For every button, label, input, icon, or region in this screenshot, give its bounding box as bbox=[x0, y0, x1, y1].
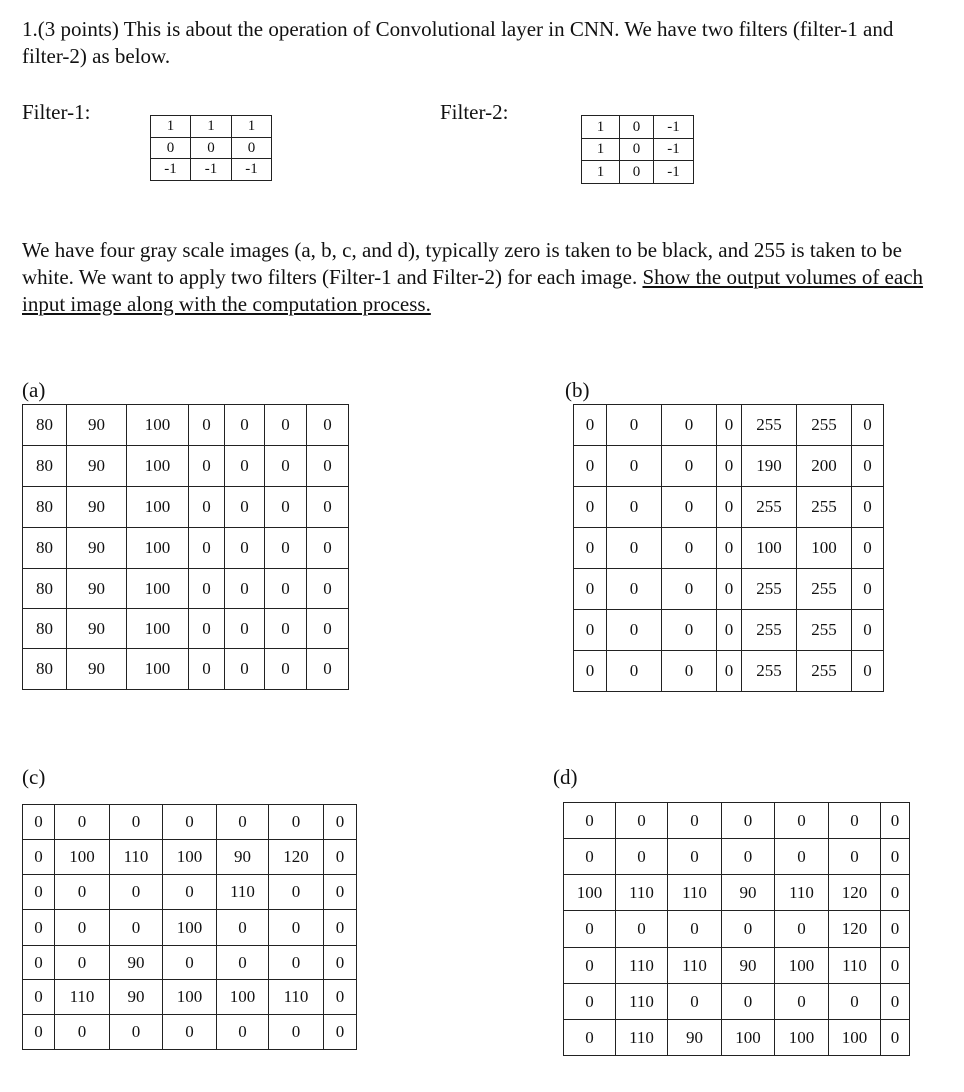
image-a-cell: 90 bbox=[67, 609, 127, 649]
image-c-cell: 0 bbox=[23, 980, 55, 1015]
image-b-cell: 0 bbox=[607, 405, 662, 446]
image-a-cell: 0 bbox=[189, 569, 225, 609]
image-b-cell: 0 bbox=[574, 651, 607, 692]
image-b-cell: 0 bbox=[852, 446, 884, 487]
image-a-cell: 80 bbox=[23, 487, 67, 528]
image-b-row bbox=[574, 651, 884, 692]
image-a-row bbox=[23, 528, 349, 569]
image-b-grid bbox=[573, 404, 884, 692]
image-c-cell: 0 bbox=[163, 946, 217, 980]
filter-1-cell: 1 bbox=[151, 116, 191, 138]
image-a-cell: 80 bbox=[23, 569, 67, 609]
image-b-cell: 0 bbox=[717, 405, 742, 446]
image-b-cell: 0 bbox=[852, 528, 884, 569]
image-a-cell: 0 bbox=[225, 446, 265, 487]
image-c-cell: 0 bbox=[324, 1015, 357, 1050]
image-d-cell: 0 bbox=[564, 984, 616, 1020]
image-c-cell: 0 bbox=[269, 805, 324, 840]
filter-1-cell: 1 bbox=[232, 116, 272, 138]
image-d-cell: 120 bbox=[829, 875, 881, 911]
image-d-cell: 0 bbox=[722, 911, 775, 948]
question-body-text: We have four gray scale images (a, b, c, and d), typically zero is taken to be black, and 255 is taken to be white. We want to apply two filters (Filter-1 and Filter-2) for each image. bbox=[22, 238, 902, 289]
image-c-cell: 0 bbox=[324, 910, 357, 946]
filter-1-row bbox=[151, 159, 272, 181]
image-b-cell: 0 bbox=[574, 610, 607, 651]
image-c-cell: 90 bbox=[110, 946, 163, 980]
image-d-cell: 110 bbox=[616, 875, 668, 911]
image-d-cell: 0 bbox=[775, 839, 829, 875]
image-d-cell: 120 bbox=[829, 911, 881, 948]
image-a-label: (a) bbox=[22, 378, 46, 402]
image-b-cell: 0 bbox=[852, 610, 884, 651]
image-c-cell: 0 bbox=[23, 805, 55, 840]
image-d-cell: 0 bbox=[775, 984, 829, 1020]
image-a-row bbox=[23, 649, 349, 690]
image-b-label: (b) bbox=[565, 378, 590, 402]
image-a-cell: 0 bbox=[307, 569, 349, 609]
image-b-row bbox=[574, 569, 884, 610]
image-b-cell: 190 bbox=[742, 446, 797, 487]
image-d-cell: 100 bbox=[722, 1020, 775, 1056]
filter-2-row bbox=[582, 116, 694, 139]
image-a-cell: 0 bbox=[225, 569, 265, 609]
filter-2-row bbox=[582, 139, 694, 161]
image-d-cell: 0 bbox=[881, 875, 910, 911]
image-a-cell: 80 bbox=[23, 405, 67, 446]
image-b-row bbox=[574, 446, 884, 487]
image-b-cell: 0 bbox=[662, 569, 717, 610]
image-d-cell: 90 bbox=[668, 1020, 722, 1056]
image-d-cell: 0 bbox=[722, 803, 775, 839]
image-a-cell: 0 bbox=[307, 446, 349, 487]
image-c-cell: 0 bbox=[324, 946, 357, 980]
image-c-cell: 0 bbox=[55, 875, 110, 910]
image-c-row bbox=[23, 805, 357, 840]
image-d-cell: 0 bbox=[668, 984, 722, 1020]
image-d-cell: 110 bbox=[616, 984, 668, 1020]
image-a-cell: 0 bbox=[265, 649, 307, 690]
image-a-cell: 100 bbox=[127, 487, 189, 528]
image-c-cell: 0 bbox=[324, 840, 357, 875]
image-a-cell: 0 bbox=[307, 649, 349, 690]
image-b-cell: 0 bbox=[574, 487, 607, 528]
image-c-cell: 100 bbox=[163, 840, 217, 875]
image-d-cell: 100 bbox=[775, 1020, 829, 1056]
filter-2-cell: 1 bbox=[582, 139, 620, 161]
filter-2-cell: 1 bbox=[582, 161, 620, 184]
image-c-row bbox=[23, 875, 357, 910]
image-c-cell: 110 bbox=[269, 980, 324, 1015]
image-a-cell: 0 bbox=[307, 487, 349, 528]
image-c-row bbox=[23, 980, 357, 1015]
image-a-cell: 0 bbox=[265, 446, 307, 487]
image-a-cell: 80 bbox=[23, 609, 67, 649]
image-a-cell: 0 bbox=[307, 405, 349, 446]
image-b-cell: 255 bbox=[797, 610, 852, 651]
image-c-cell: 90 bbox=[110, 980, 163, 1015]
filter-1-row bbox=[151, 116, 272, 138]
filter-1-row bbox=[151, 138, 272, 159]
image-b-cell: 0 bbox=[574, 528, 607, 569]
image-a-cell: 100 bbox=[127, 609, 189, 649]
image-a-cell: 100 bbox=[127, 649, 189, 690]
image-c-row bbox=[23, 1015, 357, 1050]
image-d-cell: 0 bbox=[775, 911, 829, 948]
image-a-cell: 0 bbox=[225, 649, 265, 690]
image-c-cell: 120 bbox=[269, 840, 324, 875]
image-a-cell: 90 bbox=[67, 405, 127, 446]
image-d-cell: 0 bbox=[564, 1020, 616, 1056]
image-d-cell: 0 bbox=[668, 839, 722, 875]
filter-1-cell: -1 bbox=[191, 159, 232, 181]
image-b-cell: 0 bbox=[662, 528, 717, 569]
image-b-row bbox=[574, 487, 884, 528]
filter-2-cell: -1 bbox=[654, 139, 694, 161]
image-a-cell: 0 bbox=[189, 609, 225, 649]
image-b-cell: 0 bbox=[607, 610, 662, 651]
image-a-row bbox=[23, 569, 349, 609]
image-b-cell: 255 bbox=[797, 405, 852, 446]
image-d-cell: 110 bbox=[616, 1020, 668, 1056]
image-d-cell: 0 bbox=[881, 803, 910, 839]
image-a-cell: 80 bbox=[23, 446, 67, 487]
image-d-cell: 100 bbox=[564, 875, 616, 911]
image-b-cell: 0 bbox=[852, 487, 884, 528]
image-d-cell: 0 bbox=[722, 984, 775, 1020]
filter-2-cell: 1 bbox=[582, 116, 620, 139]
image-d-row bbox=[564, 911, 910, 948]
image-d-row bbox=[564, 948, 910, 984]
image-a-cell: 100 bbox=[127, 446, 189, 487]
image-d-row bbox=[564, 1020, 910, 1056]
image-d-cell: 90 bbox=[722, 948, 775, 984]
image-c-cell: 0 bbox=[55, 1015, 110, 1050]
image-c-cell: 0 bbox=[269, 1015, 324, 1050]
image-a-cell: 100 bbox=[127, 569, 189, 609]
filter-1-cell: -1 bbox=[151, 159, 191, 181]
image-c-cell: 0 bbox=[324, 980, 357, 1015]
image-d-cell: 0 bbox=[564, 839, 616, 875]
image-b-cell: 0 bbox=[852, 405, 884, 446]
image-d-cell: 0 bbox=[668, 911, 722, 948]
image-c-cell: 0 bbox=[269, 946, 324, 980]
image-d-cell: 0 bbox=[722, 839, 775, 875]
question-body-underlined: Show the output volumes of each input image along with the computation process. bbox=[22, 265, 924, 316]
image-c-cell: 0 bbox=[23, 910, 55, 946]
image-d-cell: 0 bbox=[616, 839, 668, 875]
image-c-cell: 100 bbox=[217, 980, 269, 1015]
image-a-cell: 90 bbox=[67, 528, 127, 569]
image-d-cell: 110 bbox=[829, 948, 881, 984]
image-d-cell: 0 bbox=[881, 911, 910, 948]
image-d-cell: 0 bbox=[668, 803, 722, 839]
image-d-row bbox=[564, 984, 910, 1020]
image-a-cell: 0 bbox=[225, 609, 265, 649]
image-b-cell: 0 bbox=[717, 651, 742, 692]
image-d-cell: 110 bbox=[668, 875, 722, 911]
image-a-cell: 0 bbox=[265, 528, 307, 569]
image-b-row bbox=[574, 610, 884, 651]
image-d-grid bbox=[563, 802, 910, 1056]
image-c-cell: 110 bbox=[110, 840, 163, 875]
image-d-cell: 0 bbox=[881, 948, 910, 984]
image-a-cell: 0 bbox=[265, 569, 307, 609]
image-d-cell: 0 bbox=[775, 803, 829, 839]
image-d-cell: 0 bbox=[829, 803, 881, 839]
image-a-cell: 90 bbox=[67, 569, 127, 609]
image-b-cell: 255 bbox=[797, 651, 852, 692]
image-b-cell: 0 bbox=[717, 610, 742, 651]
filter-2-label: Filter-2: bbox=[440, 100, 509, 124]
image-b-cell: 0 bbox=[717, 528, 742, 569]
image-c-cell: 100 bbox=[163, 980, 217, 1015]
image-a-row bbox=[23, 609, 349, 649]
image-d-cell: 0 bbox=[564, 948, 616, 984]
image-d-cell: 0 bbox=[564, 803, 616, 839]
image-b-cell: 100 bbox=[742, 528, 797, 569]
image-c-cell: 0 bbox=[55, 805, 110, 840]
image-b-cell: 0 bbox=[662, 446, 717, 487]
image-d-label: (d) bbox=[553, 765, 578, 789]
image-d-cell: 0 bbox=[881, 839, 910, 875]
image-c-cell: 0 bbox=[55, 910, 110, 946]
image-d-row bbox=[564, 839, 910, 875]
image-a-cell: 0 bbox=[307, 528, 349, 569]
image-a-cell: 0 bbox=[225, 528, 265, 569]
image-d-cell: 0 bbox=[616, 803, 668, 839]
image-b-cell: 0 bbox=[662, 487, 717, 528]
image-c-cell: 0 bbox=[217, 1015, 269, 1050]
image-c-cell: 0 bbox=[269, 875, 324, 910]
image-c-cell: 0 bbox=[55, 946, 110, 980]
image-c-cell: 90 bbox=[217, 840, 269, 875]
image-c-cell: 0 bbox=[324, 805, 357, 840]
image-b-cell: 0 bbox=[574, 405, 607, 446]
image-d-cell: 0 bbox=[881, 984, 910, 1020]
filter-1-cell: -1 bbox=[232, 159, 272, 181]
image-c-cell: 100 bbox=[163, 910, 217, 946]
image-c-cell: 0 bbox=[110, 805, 163, 840]
image-b-cell: 255 bbox=[797, 487, 852, 528]
image-a-cell: 0 bbox=[307, 609, 349, 649]
image-a-row bbox=[23, 446, 349, 487]
filter-2-cell: 0 bbox=[620, 161, 654, 184]
image-c-cell: 0 bbox=[23, 1015, 55, 1050]
image-c-cell: 100 bbox=[55, 840, 110, 875]
image-d-cell: 110 bbox=[616, 948, 668, 984]
image-a-cell: 90 bbox=[67, 446, 127, 487]
image-a-cell: 0 bbox=[189, 446, 225, 487]
image-d-cell: 100 bbox=[829, 1020, 881, 1056]
image-b-cell: 0 bbox=[607, 651, 662, 692]
filter-2-cell: -1 bbox=[654, 161, 694, 184]
image-c-cell: 110 bbox=[55, 980, 110, 1015]
image-c-row bbox=[23, 910, 357, 946]
image-c-cell: 0 bbox=[163, 805, 217, 840]
image-c-label: (c) bbox=[22, 765, 46, 789]
filter-2-cell: 0 bbox=[620, 139, 654, 161]
image-c-cell: 0 bbox=[163, 1015, 217, 1050]
image-b-cell: 255 bbox=[797, 569, 852, 610]
image-a-cell: 0 bbox=[189, 487, 225, 528]
image-c-cell: 0 bbox=[217, 805, 269, 840]
image-b-cell: 0 bbox=[607, 569, 662, 610]
image-d-cell: 0 bbox=[829, 839, 881, 875]
image-a-cell: 90 bbox=[67, 487, 127, 528]
filter-1-cell: 0 bbox=[151, 138, 191, 159]
filter-2-cell: 0 bbox=[620, 116, 654, 139]
filter-2-cell: -1 bbox=[654, 116, 694, 139]
image-b-cell: 0 bbox=[717, 446, 742, 487]
image-c-cell: 0 bbox=[110, 875, 163, 910]
image-d-cell: 90 bbox=[722, 875, 775, 911]
image-c-cell: 0 bbox=[269, 910, 324, 946]
image-a-cell: 0 bbox=[189, 528, 225, 569]
filter-2-row bbox=[582, 161, 694, 184]
image-b-cell: 0 bbox=[717, 569, 742, 610]
image-b-cell: 0 bbox=[607, 487, 662, 528]
image-a-cell: 0 bbox=[225, 487, 265, 528]
image-a-cell: 0 bbox=[189, 405, 225, 446]
image-c-cell: 0 bbox=[110, 910, 163, 946]
image-c-row bbox=[23, 946, 357, 980]
image-b-cell: 0 bbox=[607, 528, 662, 569]
image-b-row bbox=[574, 405, 884, 446]
image-b-cell: 255 bbox=[742, 487, 797, 528]
image-d-cell: 0 bbox=[829, 984, 881, 1020]
image-b-cell: 0 bbox=[662, 405, 717, 446]
image-b-cell: 0 bbox=[574, 446, 607, 487]
image-b-cell: 0 bbox=[607, 446, 662, 487]
image-b-cell: 0 bbox=[662, 651, 717, 692]
image-d-row bbox=[564, 875, 910, 911]
image-b-cell: 255 bbox=[742, 569, 797, 610]
image-b-cell: 255 bbox=[742, 651, 797, 692]
filter-1-cell: 0 bbox=[191, 138, 232, 159]
image-a-cell: 0 bbox=[265, 405, 307, 446]
image-d-cell: 100 bbox=[775, 948, 829, 984]
image-c-cell: 110 bbox=[217, 875, 269, 910]
filter-1-matrix bbox=[150, 115, 272, 181]
filter-1-cell: 1 bbox=[191, 116, 232, 138]
image-c-cell: 0 bbox=[23, 875, 55, 910]
question-body bbox=[22, 237, 942, 318]
image-a-cell: 90 bbox=[67, 649, 127, 690]
image-d-cell: 0 bbox=[881, 1020, 910, 1056]
image-b-cell: 0 bbox=[852, 651, 884, 692]
image-a-cell: 0 bbox=[265, 609, 307, 649]
image-a-cell: 100 bbox=[127, 405, 189, 446]
question-title: 1.(3 points) This is about the operation of Convolutional layer in CNN. We have two filters (filter-1 and filter-2) as below. bbox=[22, 17, 894, 68]
image-d-cell: 0 bbox=[564, 911, 616, 948]
image-b-cell: 0 bbox=[574, 569, 607, 610]
filter-1-label: Filter-1: bbox=[22, 100, 91, 124]
image-a-cell: 0 bbox=[225, 405, 265, 446]
filter-2-matrix bbox=[581, 115, 694, 184]
image-d-cell: 110 bbox=[775, 875, 829, 911]
image-a-cell: 0 bbox=[265, 487, 307, 528]
image-b-cell: 0 bbox=[852, 569, 884, 610]
image-b-cell: 255 bbox=[742, 610, 797, 651]
image-c-grid bbox=[22, 804, 357, 1050]
image-b-cell: 255 bbox=[742, 405, 797, 446]
image-a-cell: 80 bbox=[23, 649, 67, 690]
image-c-cell: 0 bbox=[324, 875, 357, 910]
image-c-cell: 0 bbox=[23, 946, 55, 980]
image-d-cell: 0 bbox=[616, 911, 668, 948]
image-b-cell: 200 bbox=[797, 446, 852, 487]
image-b-cell: 100 bbox=[797, 528, 852, 569]
image-b-cell: 0 bbox=[717, 487, 742, 528]
filter-1-cell: 0 bbox=[232, 138, 272, 159]
image-d-row bbox=[564, 803, 910, 839]
image-c-cell: 0 bbox=[163, 875, 217, 910]
image-c-cell: 0 bbox=[217, 910, 269, 946]
image-b-row bbox=[574, 528, 884, 569]
image-c-row bbox=[23, 840, 357, 875]
image-a-cell: 100 bbox=[127, 528, 189, 569]
image-c-cell: 0 bbox=[110, 1015, 163, 1050]
image-a-cell: 0 bbox=[189, 649, 225, 690]
image-a-grid bbox=[22, 404, 349, 690]
image-a-row bbox=[23, 405, 349, 446]
image-a-row bbox=[23, 487, 349, 528]
image-b-cell: 0 bbox=[662, 610, 717, 651]
image-d-cell: 110 bbox=[668, 948, 722, 984]
image-a-cell: 80 bbox=[23, 528, 67, 569]
image-c-cell: 0 bbox=[23, 840, 55, 875]
image-c-cell: 0 bbox=[217, 946, 269, 980]
